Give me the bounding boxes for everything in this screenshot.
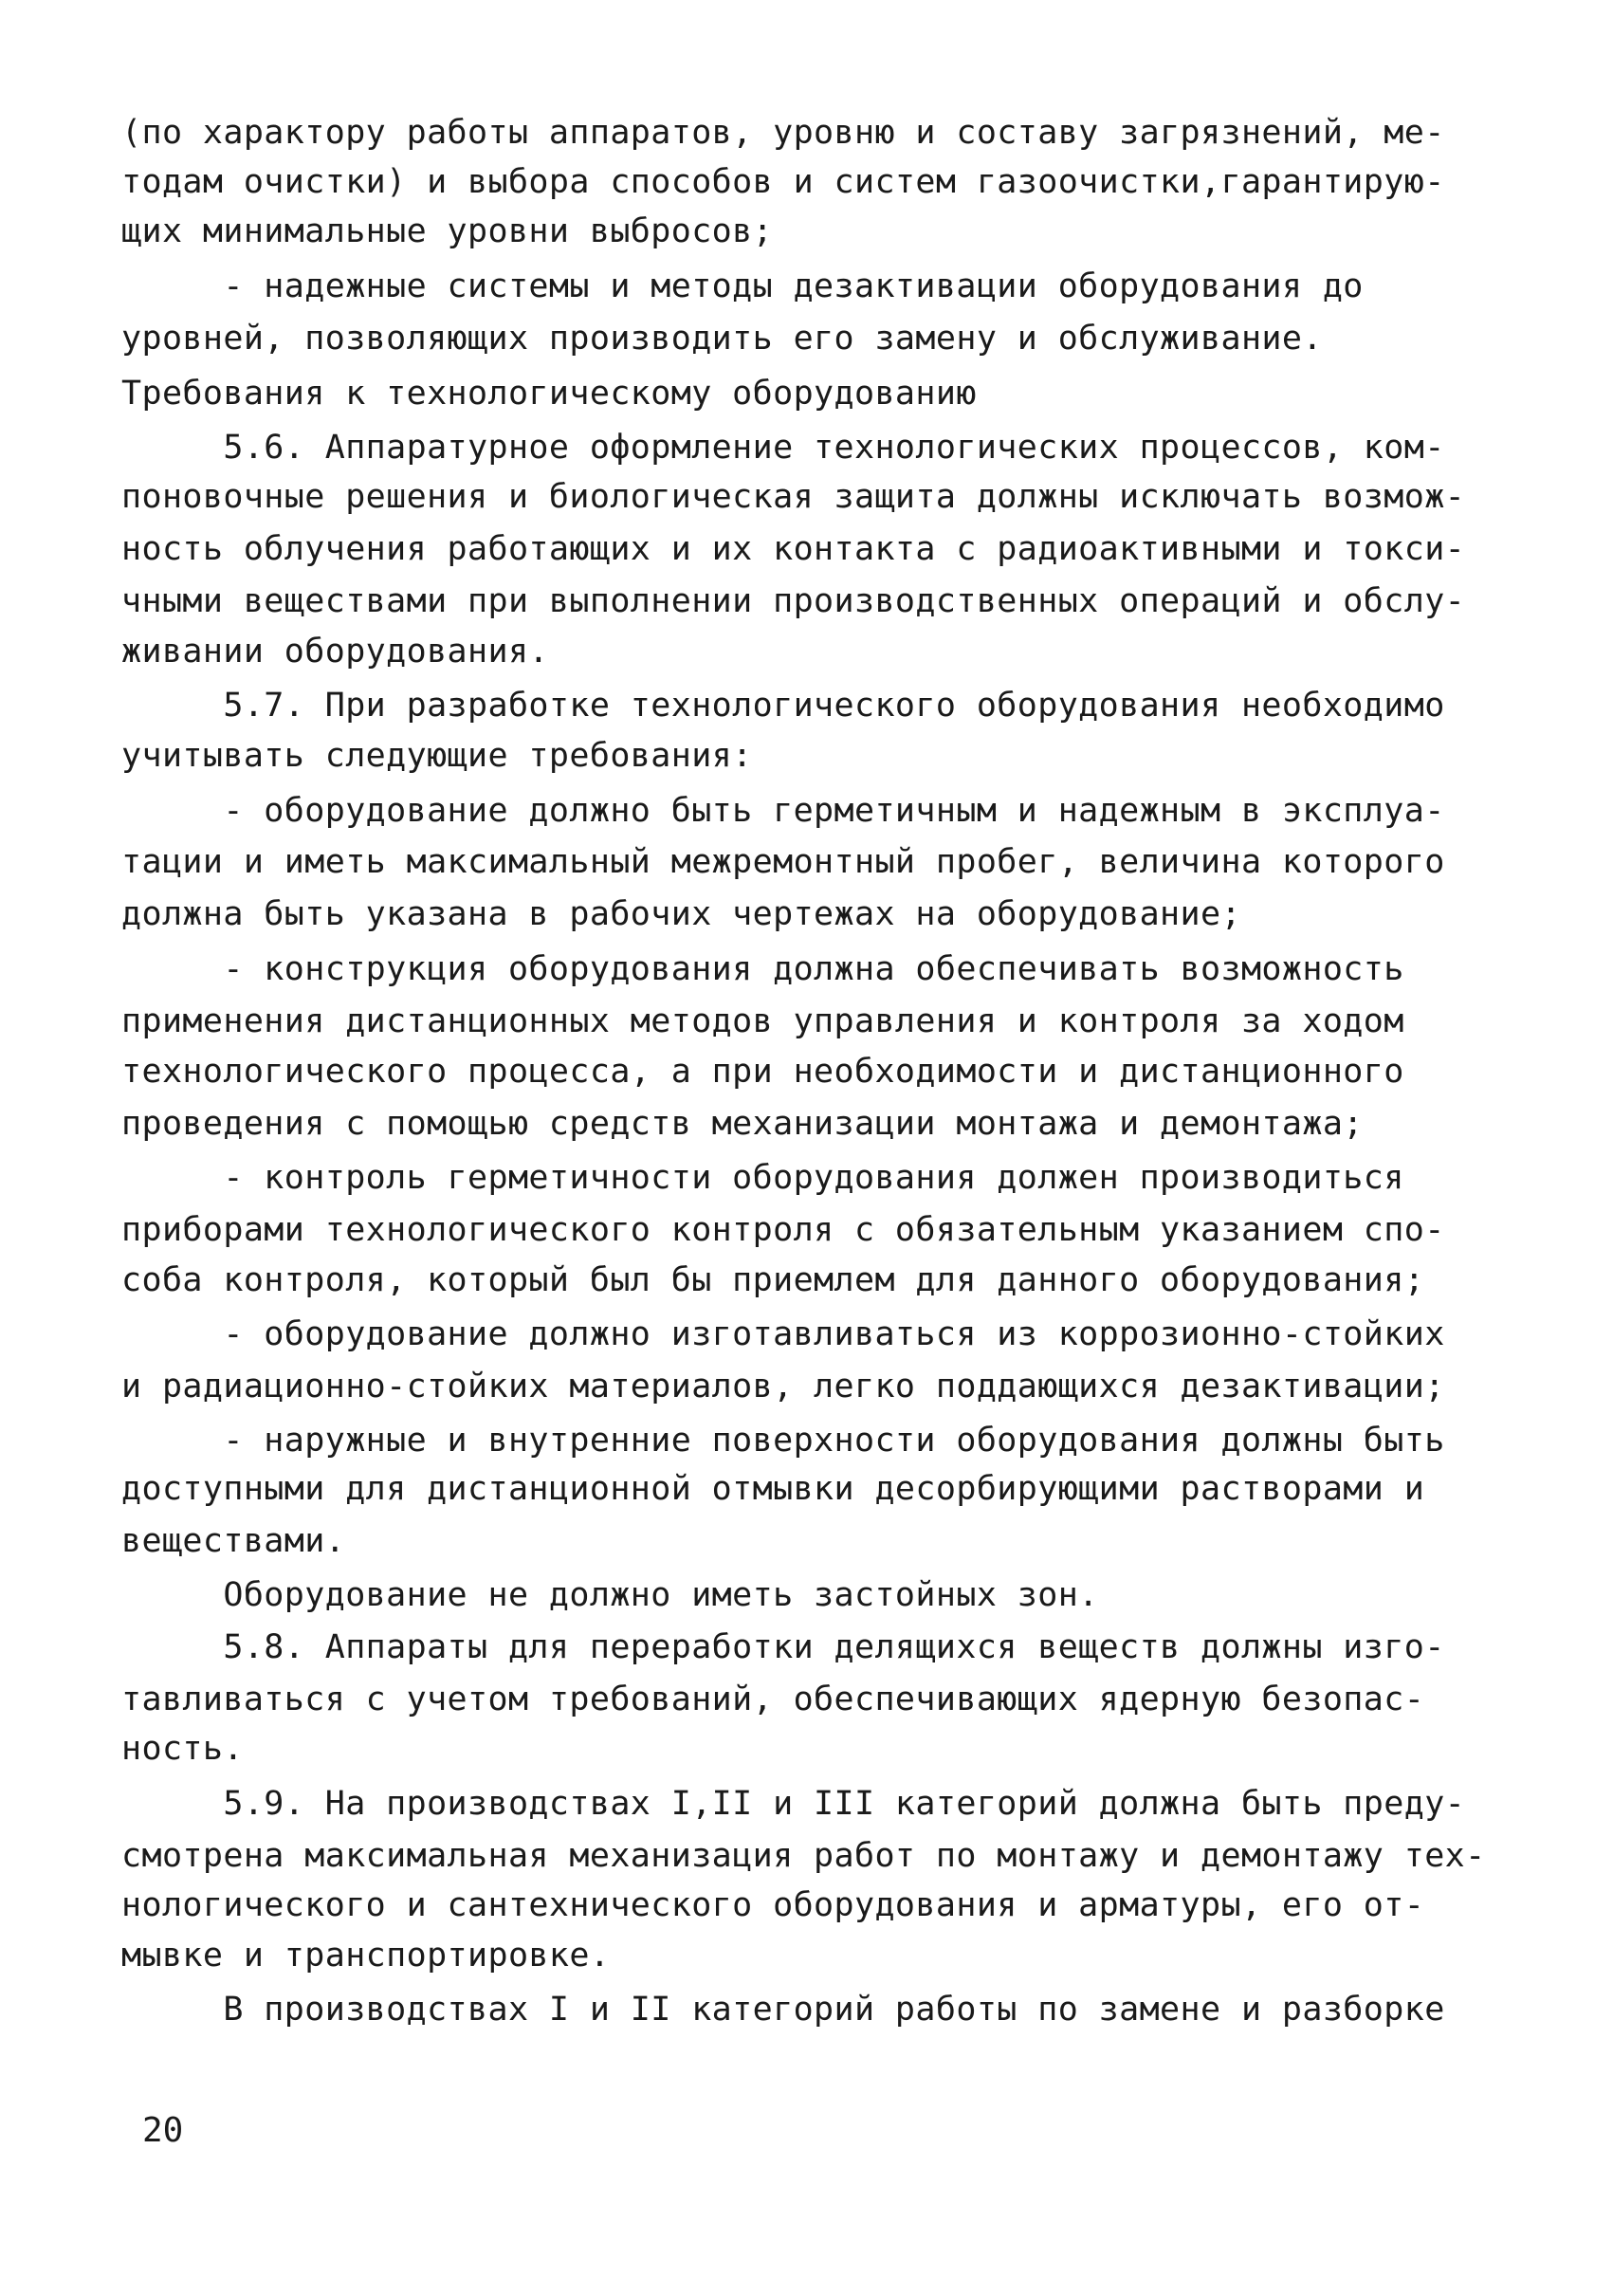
text-line: ность.	[121, 1730, 244, 1768]
text-line: проведения с помощью средств механизации монтажа и демонтажа;	[121, 1105, 1364, 1143]
text-line: применения дистанционных методов управления и контроля за ходом	[121, 1002, 1404, 1040]
text-line: тодам очистки) и выбора способов и систем газоочистки,гарантирую-	[121, 163, 1445, 201]
text-line: приборами технологического контроля с обязательным указанием спо-	[121, 1211, 1445, 1249]
text-line: - наружные и внутренние поверхности оборудования должны быть	[121, 1422, 1445, 1460]
text-line: нологического и сантехнического оборудования и арматуры, его от-	[121, 1886, 1425, 1924]
text-line: ность облучения работающих и их контакта с радиоактивными и токси-	[121, 530, 1466, 568]
text-line: живании оборудования.	[121, 633, 549, 670]
text-line: 5.7. При разработке технологического оборудования необходимо	[121, 687, 1445, 725]
text-line: уровней, позволяющих производить его замену и обслуживание.	[121, 320, 1323, 358]
text-line: мывке и транспортировке.	[121, 1937, 611, 1975]
text-line: 5.6. Аппаратурное оформление технологических процессов, ком-	[121, 429, 1445, 467]
text-line: - надежные системы и методы дезактивации оборудования до	[121, 267, 1364, 305]
text-line: чными веществами при выполнении производственных операций и обслу-	[121, 582, 1466, 620]
text-line: - контроль герметичности оборудования должен производиться	[121, 1159, 1404, 1197]
text-line: 5.8. Аппараты для переработки делящихся веществ должны изго-	[121, 1628, 1445, 1666]
text-line: щих минимальные уровни выбросов;	[121, 212, 774, 250]
text-line: веществами.	[121, 1522, 346, 1560]
text-line: 5.9. На производствах I,II и III категорий должна быть преду-	[121, 1785, 1466, 1823]
text-line: (по характору работы аппаратов, уровню и составу загрязнений, ме-	[121, 114, 1445, 152]
page-number: 20	[142, 2111, 184, 2150]
text-line: тации и иметь максимальный межремонтный пробег, величина которого	[121, 843, 1445, 881]
text-line: учитывать следующие требования:	[121, 737, 753, 775]
text-line: технологического процесса, а при необходимости и дистанционного	[121, 1053, 1404, 1091]
text-line: поновочные решения и биологическая защита должны исключать возмож-	[121, 478, 1466, 516]
text-line: должна быть указана в рабочих чертежах на оборудование;	[121, 895, 1241, 933]
text-line: соба контроля, который был бы приемлем для данного оборудования;	[121, 1261, 1425, 1299]
text-line: - оборудование должно изготавливаться из коррозионно-стойких	[121, 1315, 1445, 1353]
text-line: Оборудование не должно иметь застойных зон.	[121, 1576, 1099, 1614]
text-line: В производствах I и II категорий работы по замене и разборке	[121, 1991, 1445, 2029]
text-line: и радиационно-стойких материалов, легко поддающихся дезактивации;	[121, 1368, 1445, 1405]
text-line: - конструкция оборудования должна обеспечивать возможность	[121, 950, 1404, 988]
text-line: тавливаться с учетом требований, обеспечивающих ядерную безопас-	[121, 1681, 1425, 1718]
text-line: смотрена максимальная механизация работ по монтажу и демонтажу тех-	[121, 1837, 1486, 1875]
text-line: доступными для дистанционной отмывки десорбирующими растворами и	[121, 1470, 1425, 1508]
text-line: - оборудование должно быть герметичным и надежным в эксплуа-	[121, 792, 1445, 830]
text-line: Требования к технологическому оборудованию	[121, 375, 977, 413]
